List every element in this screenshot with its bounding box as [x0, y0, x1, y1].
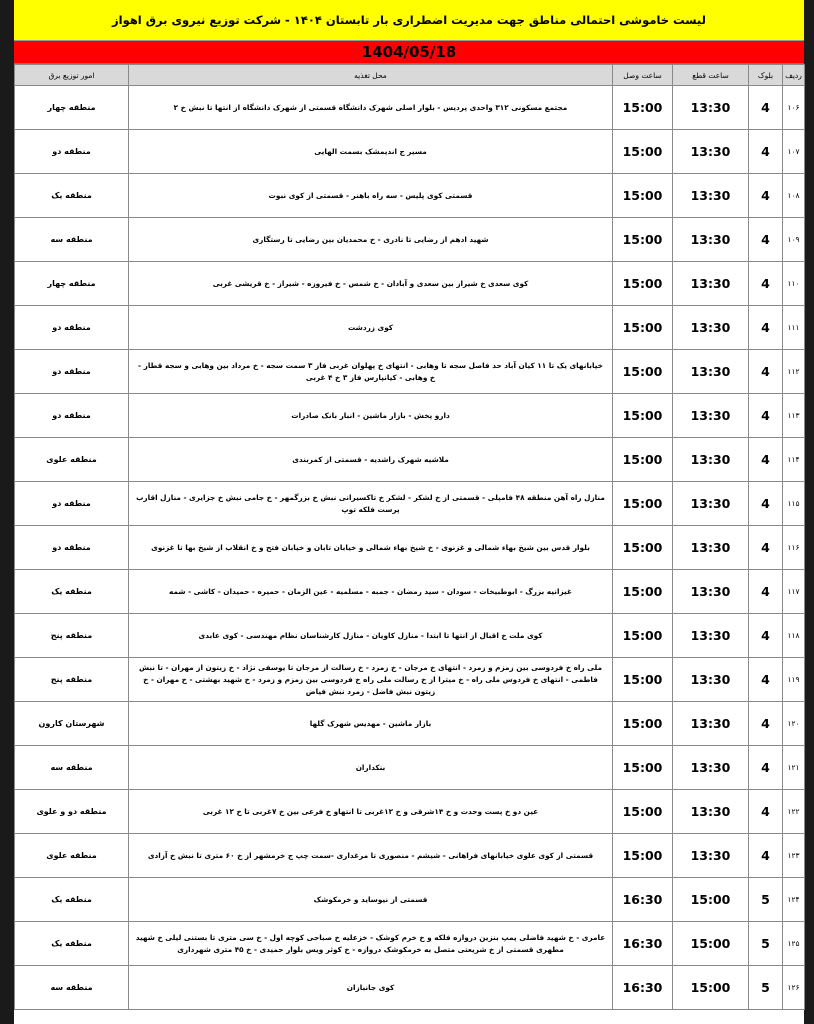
connect-time-cell: 15:00 [613, 86, 673, 130]
distribution-office-cell: منطقه سه [15, 966, 129, 1010]
feeder-location-cell: خیابانهای یک تا ۱۱ کیان آباد حد فاصل سجه تا وهابی - انتهای خ پهلوان غربی فاز ۳ سمت سجه - خ مرداد بین وهابی و سجه قطار - خ وهابی - کیانپارس فاز ۳ خ ۴ غربی [129, 350, 613, 394]
row-number-cell: ۱۱۲ [783, 350, 805, 394]
feeder-location-cell: کوی جانبازان [129, 966, 613, 1010]
distribution-office-cell: منطقه دو [15, 130, 129, 174]
row-number-cell: ۱۲۲ [783, 790, 805, 834]
header-block: بلوک [749, 65, 783, 86]
row-number-cell: ۱۱۶ [783, 526, 805, 570]
connect-time-cell: 15:00 [613, 262, 673, 306]
cut-time-cell: 15:00 [673, 878, 749, 922]
block-cell: 5 [749, 878, 783, 922]
distribution-office-cell: منطقه یک [15, 922, 129, 966]
connect-time-cell: 16:30 [613, 878, 673, 922]
distribution-office-cell: منطقه سه [15, 746, 129, 790]
feeder-location-cell: کوی زردشت [129, 306, 613, 350]
distribution-office-cell: منطقه دو [15, 350, 129, 394]
connect-time-cell: 15:00 [613, 526, 673, 570]
row-number-cell: ۱۰۹ [783, 218, 805, 262]
cut-time-cell: 13:30 [673, 262, 749, 306]
table-row [15, 526, 805, 570]
feeder-location-cell: شهید ادهم از رضایی تا نادری - خ محمدیان بین رضایی تا رستگاری [129, 218, 613, 262]
connect-time-cell: 15:00 [613, 350, 673, 394]
header-connect-time: ساعت وصل [613, 65, 673, 86]
connect-time-cell: 15:00 [613, 702, 673, 746]
connect-time-cell: 15:00 [613, 130, 673, 174]
distribution-office-cell: منطقه علوی [15, 834, 129, 878]
table-row [15, 262, 805, 306]
table-row [15, 350, 805, 394]
header-cut-time: ساعت قطع [673, 65, 749, 86]
block-cell: 4 [749, 174, 783, 218]
row-number-cell: ۱۲۶ [783, 966, 805, 1010]
cut-time-cell: 13:30 [673, 658, 749, 702]
table-row [15, 394, 805, 438]
distribution-office-cell: منطقه سه [15, 218, 129, 262]
block-cell: 4 [749, 130, 783, 174]
connect-time-cell: 15:00 [613, 218, 673, 262]
distribution-office-cell: منطقه دو [15, 394, 129, 438]
feeder-location-cell: بنکداران [129, 746, 613, 790]
cut-time-cell: 15:00 [673, 966, 749, 1010]
row-number-cell: ۱۲۰ [783, 702, 805, 746]
cut-time-cell: 13:30 [673, 438, 749, 482]
distribution-office-cell: منطقه یک [15, 570, 129, 614]
block-cell: 4 [749, 570, 783, 614]
table-row [15, 174, 805, 218]
feeder-location-cell: مجتمع مسکونی ۳۱۲ واحدی پردیس - بلوار اصلی شهرک دانشگاه قسمتی از شهرک دانشگاه از انتها تا نبش خ ۲ [129, 86, 613, 130]
table-row [15, 966, 805, 1010]
row-number-cell: ۱۰۷ [783, 130, 805, 174]
row-number-cell: ۱۱۸ [783, 614, 805, 658]
cut-time-cell: 13:30 [673, 350, 749, 394]
distribution-office-cell: منطقه دو [15, 306, 129, 350]
feeder-location-cell: قسمتی از کوی علوی خیابانهای فراهانی - شیشم - منصوری تا مرغداری -سمت چپ ج خرمشهر از خ ۶۰ متری تا نبش خ آزادی [129, 834, 613, 878]
table-row [15, 746, 805, 790]
cut-time-cell: 13:30 [673, 834, 749, 878]
row-number-cell: ۱۱۱ [783, 306, 805, 350]
cut-time-cell: 13:30 [673, 394, 749, 438]
block-cell: 4 [749, 834, 783, 878]
block-cell: 4 [749, 746, 783, 790]
block-cell: 4 [749, 306, 783, 350]
feeder-location-cell: بازار ماشین - مهدیس شهرک گلها [129, 702, 613, 746]
table-row [15, 790, 805, 834]
table-row [15, 658, 805, 702]
connect-time-cell: 15:00 [613, 746, 673, 790]
table-row [15, 702, 805, 746]
block-cell: 4 [749, 86, 783, 130]
table-body [15, 86, 805, 1010]
feeder-location-cell: ملی راه خ فردوسی بین زمزم و زمرد - انتهای خ مرجان - خ زمرد - خ رسالت از مرجان تا یوسفی نژاد - خ زیتون از مهران - تا نبش فاطمی - انتهای خ فردوس ملی راه - خ میترا از خ رسالت ملی راه خ فردوسی بین زمزم و زمرد - خ شهید بهشتی - خ مهران - خ زیتون نبش فاضل - زمرد نبش فیاض [129, 658, 613, 702]
schedule-sheet [14, 0, 804, 1024]
cut-time-cell: 13:30 [673, 526, 749, 570]
row-number-cell: ۱۱۷ [783, 570, 805, 614]
feeder-location-cell: منازل راه آهن منطقه ۴۸ فامیلی - قسمتی از خ لشکر - لشکر خ تاکسیرانی نبش خ بزرگمهر - خ جامی نبش خ جزایری - منازل اقارب پرست فلکه توپ [129, 482, 613, 526]
distribution-office-cell: منطقه چهار [15, 86, 129, 130]
connect-time-cell: 15:00 [613, 834, 673, 878]
connect-time-cell: 15:00 [613, 306, 673, 350]
feeder-location-cell: بلوار قدس بین شیخ بهاء شمالی و غزنوی - خ شیخ بهاء شمالی و خیابان تابان و خیابان فتح و خ انقلاب از شیخ بها تا غزنوی [129, 526, 613, 570]
row-number-cell: ۱۲۱ [783, 746, 805, 790]
schedule-date: 1404/05/18 [14, 41, 804, 64]
cut-time-cell: 13:30 [673, 702, 749, 746]
block-cell: 4 [749, 438, 783, 482]
left-frame-edge [0, 0, 14, 1024]
table-row [15, 130, 805, 174]
connect-time-cell: 15:00 [613, 790, 673, 834]
block-cell: 4 [749, 482, 783, 526]
row-number-cell: ۱۰۶ [783, 86, 805, 130]
block-cell: 4 [749, 394, 783, 438]
connect-time-cell: 16:30 [613, 922, 673, 966]
cut-time-cell: 13:30 [673, 790, 749, 834]
cut-time-cell: 13:30 [673, 218, 749, 262]
header-feeder-location: محل تغذیه [129, 65, 613, 86]
table-row [15, 438, 805, 482]
table-row [15, 922, 805, 966]
feeder-location-cell: کوی ملت خ اقبال از انتها تا ابتدا - منازل کاویان - منازل کارشناسان نظام مهندسی - کوی عابدی [129, 614, 613, 658]
cut-time-cell: 13:30 [673, 174, 749, 218]
connect-time-cell: 15:00 [613, 614, 673, 658]
row-number-cell: ۱۱۴ [783, 438, 805, 482]
cut-time-cell: 13:30 [673, 570, 749, 614]
cut-time-cell: 13:30 [673, 130, 749, 174]
row-number-cell: ۱۱۵ [783, 482, 805, 526]
distribution-office-cell: منطقه پنج [15, 658, 129, 702]
block-cell: 4 [749, 790, 783, 834]
connect-time-cell: 15:00 [613, 482, 673, 526]
outage-table [14, 64, 805, 1010]
row-number-cell: ۱۱۹ [783, 658, 805, 702]
distribution-office-cell: منطقه دو [15, 482, 129, 526]
feeder-location-cell: دارو پخش - بازار ماشین - انبار بانک صادرات [129, 394, 613, 438]
table-row [15, 834, 805, 878]
connect-time-cell: 15:00 [613, 570, 673, 614]
block-cell: 4 [749, 350, 783, 394]
distribution-office-cell: منطقه چهار [15, 262, 129, 306]
cut-time-cell: 13:30 [673, 614, 749, 658]
distribution-office-cell: منطقه پنج [15, 614, 129, 658]
block-cell: 4 [749, 526, 783, 570]
distribution-office-cell: منطقه دو [15, 526, 129, 570]
table-row [15, 86, 805, 130]
distribution-office-cell: منطقه یک [15, 174, 129, 218]
feeder-location-cell: ملاشیه شهرک راشدیه - قسمتی از کمربندی [129, 438, 613, 482]
block-cell: 4 [749, 262, 783, 306]
feeder-location-cell: غیزانیه بزرگ - ابوطبیخات - سودان - سید رمضان - جمبه - مسلمیه - عین الزمان - حمیره - حمیدان - کاشی - شمه [129, 570, 613, 614]
cut-time-cell: 13:30 [673, 306, 749, 350]
feeder-location-cell: عامری - خ شهید فاضلی پمپ بنزین دروازه فلکه و خ خرم کوشک - خزعلیه خ صباحی کوچه اول - خ سی متری تا بستنی لیلی خ شهید مطهری قسمتی از خ شریعتی متصل به خرمکوشک دروازه - خ کوثر ویس بلوار حمیدی - خ ۴۵ متری شهرداری [129, 922, 613, 966]
row-number-cell: ۱۲۵ [783, 922, 805, 966]
distribution-office-cell: منطقه علوی [15, 438, 129, 482]
block-cell: 4 [749, 702, 783, 746]
row-number-cell: ۱۱۰ [783, 262, 805, 306]
block-cell: 4 [749, 614, 783, 658]
feeder-location-cell: قسمتی کوی پلیس - سه راه باهنر - قسمتی از کوی نبوت [129, 174, 613, 218]
table-row [15, 570, 805, 614]
connect-time-cell: 15:00 [613, 174, 673, 218]
table-header-row [15, 65, 805, 86]
table-row [15, 218, 805, 262]
block-cell: 4 [749, 658, 783, 702]
feeder-location-cell: کوی سعدی خ شیراز بین سعدی و آبادان - خ شمس - خ فیروزه - شیراز - خ قریشی غربی [129, 262, 613, 306]
feeder-location-cell: مسیر ج اندیمشک بسمت الهایی [129, 130, 613, 174]
distribution-office-cell: منطقه دو و علوی [15, 790, 129, 834]
feeder-location-cell: قسمتی از نیوساید و خرمکوشک [129, 878, 613, 922]
row-number-cell: ۱۲۳ [783, 834, 805, 878]
header-row-number: ردیف [783, 65, 805, 86]
distribution-office-cell: منطقه یک [15, 878, 129, 922]
cut-time-cell: 13:30 [673, 746, 749, 790]
connect-time-cell: 16:30 [613, 966, 673, 1010]
cut-time-cell: 13:30 [673, 86, 749, 130]
connect-time-cell: 15:00 [613, 438, 673, 482]
right-frame-edge [804, 0, 814, 1024]
row-number-cell: ۱۱۳ [783, 394, 805, 438]
table-row [15, 306, 805, 350]
feeder-location-cell: عین دو خ پست وحدت و خ ۱۴شرقی و خ ۱۲غربی تا انتهاو خ فرعی بین خ ۷غربی تا خ ۱۲ غربی [129, 790, 613, 834]
connect-time-cell: 15:00 [613, 394, 673, 438]
block-cell: 5 [749, 966, 783, 1010]
row-number-cell: ۱۲۴ [783, 878, 805, 922]
block-cell: 4 [749, 218, 783, 262]
distribution-office-cell: شهرستان کارون [15, 702, 129, 746]
cut-time-cell: 13:30 [673, 482, 749, 526]
block-cell: 5 [749, 922, 783, 966]
document-title: لیست خاموشی احتمالی مناطق جهت مدیریت اضطراری بار تابستان ۱۴۰۴ - شرکت توزیع نیروی برق اهواز [14, 0, 804, 41]
table-row [15, 482, 805, 526]
cut-time-cell: 15:00 [673, 922, 749, 966]
header-distribution-office: امور توزیع برق [15, 65, 129, 86]
connect-time-cell: 15:00 [613, 658, 673, 702]
table-row [15, 614, 805, 658]
row-number-cell: ۱۰۸ [783, 174, 805, 218]
table-row [15, 878, 805, 922]
